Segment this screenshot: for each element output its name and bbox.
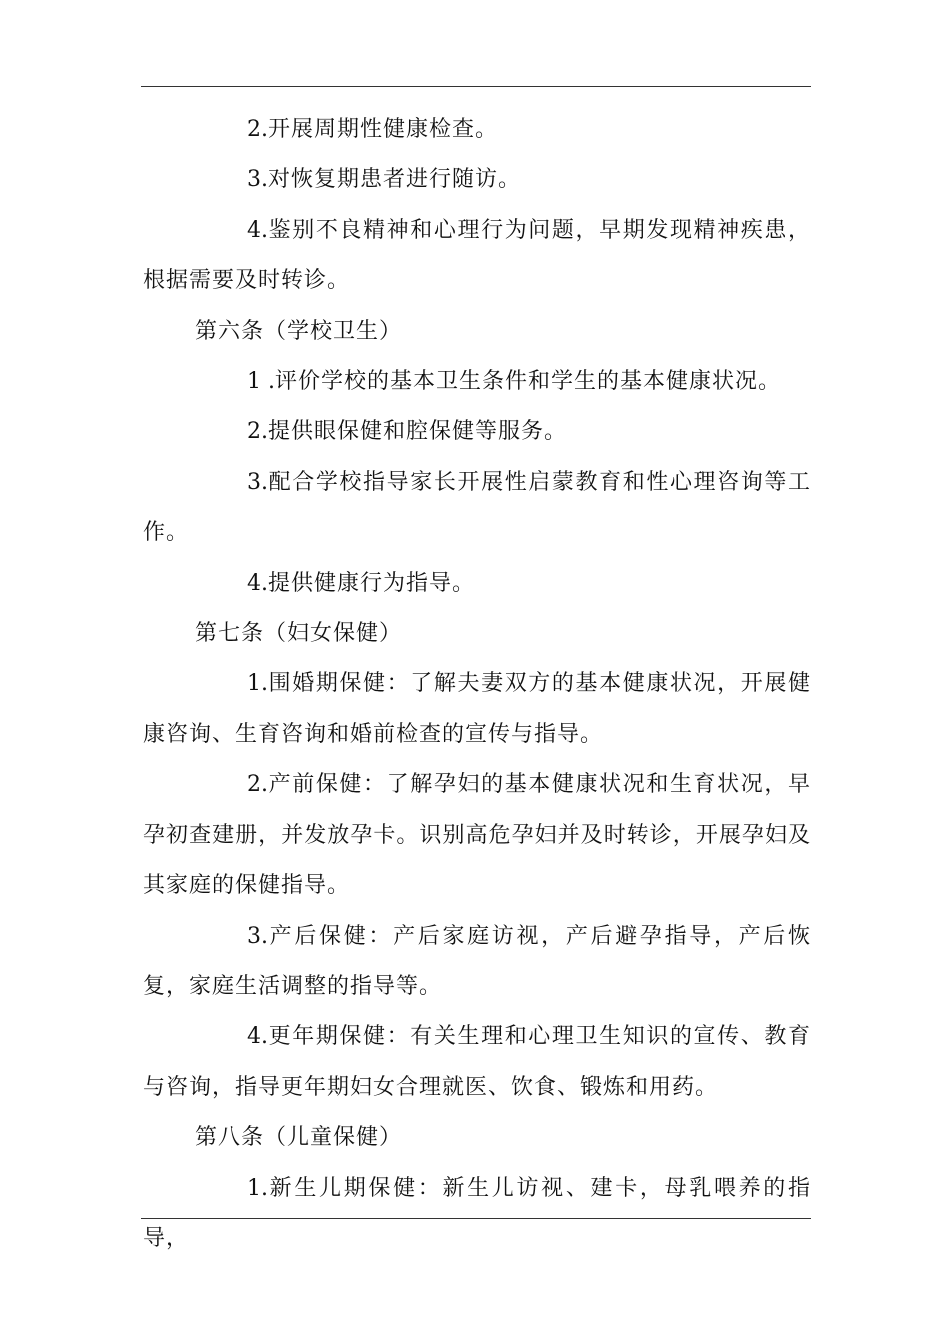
item-number: 3. (247, 923, 268, 949)
item-number: 2. (247, 117, 268, 142)
section-heading (143, 1113, 811, 1163)
paragraph-text: 提供眼保健和腔保健等服务。 (268, 419, 568, 445)
section-heading (143, 307, 811, 357)
paragraph (143, 912, 811, 1013)
item-number: 1. (247, 1175, 268, 1201)
header-rule (141, 86, 811, 87)
item-number: 3. (247, 469, 268, 495)
item-number: 2. (247, 419, 268, 445)
paragraph-text: 第八条（儿童保健） (195, 1125, 403, 1151)
paragraph (143, 155, 811, 205)
paragraph (143, 1164, 811, 1265)
paragraph-text: 围婚期保健：了解夫妻双方的基本健康状况，开展健康咨询、生育咨询和婚前检查的宣传与指导。 (143, 671, 811, 747)
item-number: 4. (247, 1024, 268, 1050)
paragraph-text: 第六条（学校卫生） (195, 318, 403, 344)
paragraph-text: 评价学校的基本卫生条件和学生的基本健康状况。 (274, 369, 781, 395)
item-number: 4. (247, 570, 268, 596)
item-number: 4. (247, 217, 268, 243)
paragraph-text: 新生儿期保健：新生儿访视、建卡，母乳喂养的指导， (143, 1175, 811, 1251)
paragraph-text: 开展周期性健康检查。 (268, 117, 499, 142)
paragraph (143, 760, 811, 911)
paragraph (143, 206, 811, 307)
section-heading (143, 609, 811, 659)
item-number: 3. (247, 167, 268, 193)
item-number: 2. (247, 772, 268, 798)
paragraph-text: 提供健康行为指导。 (268, 570, 476, 596)
paragraph-text: 配合学校指导家长开展性启蒙教育和性心理咨询等工作。 (143, 469, 811, 546)
paragraph-text: 鉴别不良精神和心理行为问题，早期发现精神疾患，根据需要及时转诊。 (143, 217, 811, 294)
item-number: 1 . (247, 369, 275, 395)
paragraph (143, 1012, 811, 1113)
paragraph (143, 458, 811, 559)
paragraph-text: 对恢复期患者进行随访。 (268, 167, 522, 193)
footer-rule (141, 1218, 811, 1219)
paragraph-text: 第七条（妇女保健） (195, 621, 403, 647)
paragraph (143, 105, 811, 155)
paragraph (143, 659, 811, 760)
paragraph (143, 407, 811, 457)
paragraph (143, 357, 811, 407)
paragraph-text: 产后保健：产后家庭访视，产后避孕指导，产后恢复，家庭生活调整的指导等。 (143, 923, 811, 999)
item-number: 1. (247, 671, 268, 697)
paragraph (143, 559, 811, 609)
document-body (143, 105, 811, 1264)
paragraph-text: 产前保健：了解孕妇的基本健康状况和生育状况，早孕初查建册，并发放孕卡。识别高危孕妇并及时转诊，开展孕妇及其家庭的保健指导。 (143, 772, 811, 899)
paragraph-text: 更年期保健：有关生理和心理卫生知识的宣传、教育与咨询，指导更年期妇女合理就医、饮食、锻炼和用药。 (143, 1024, 811, 1100)
